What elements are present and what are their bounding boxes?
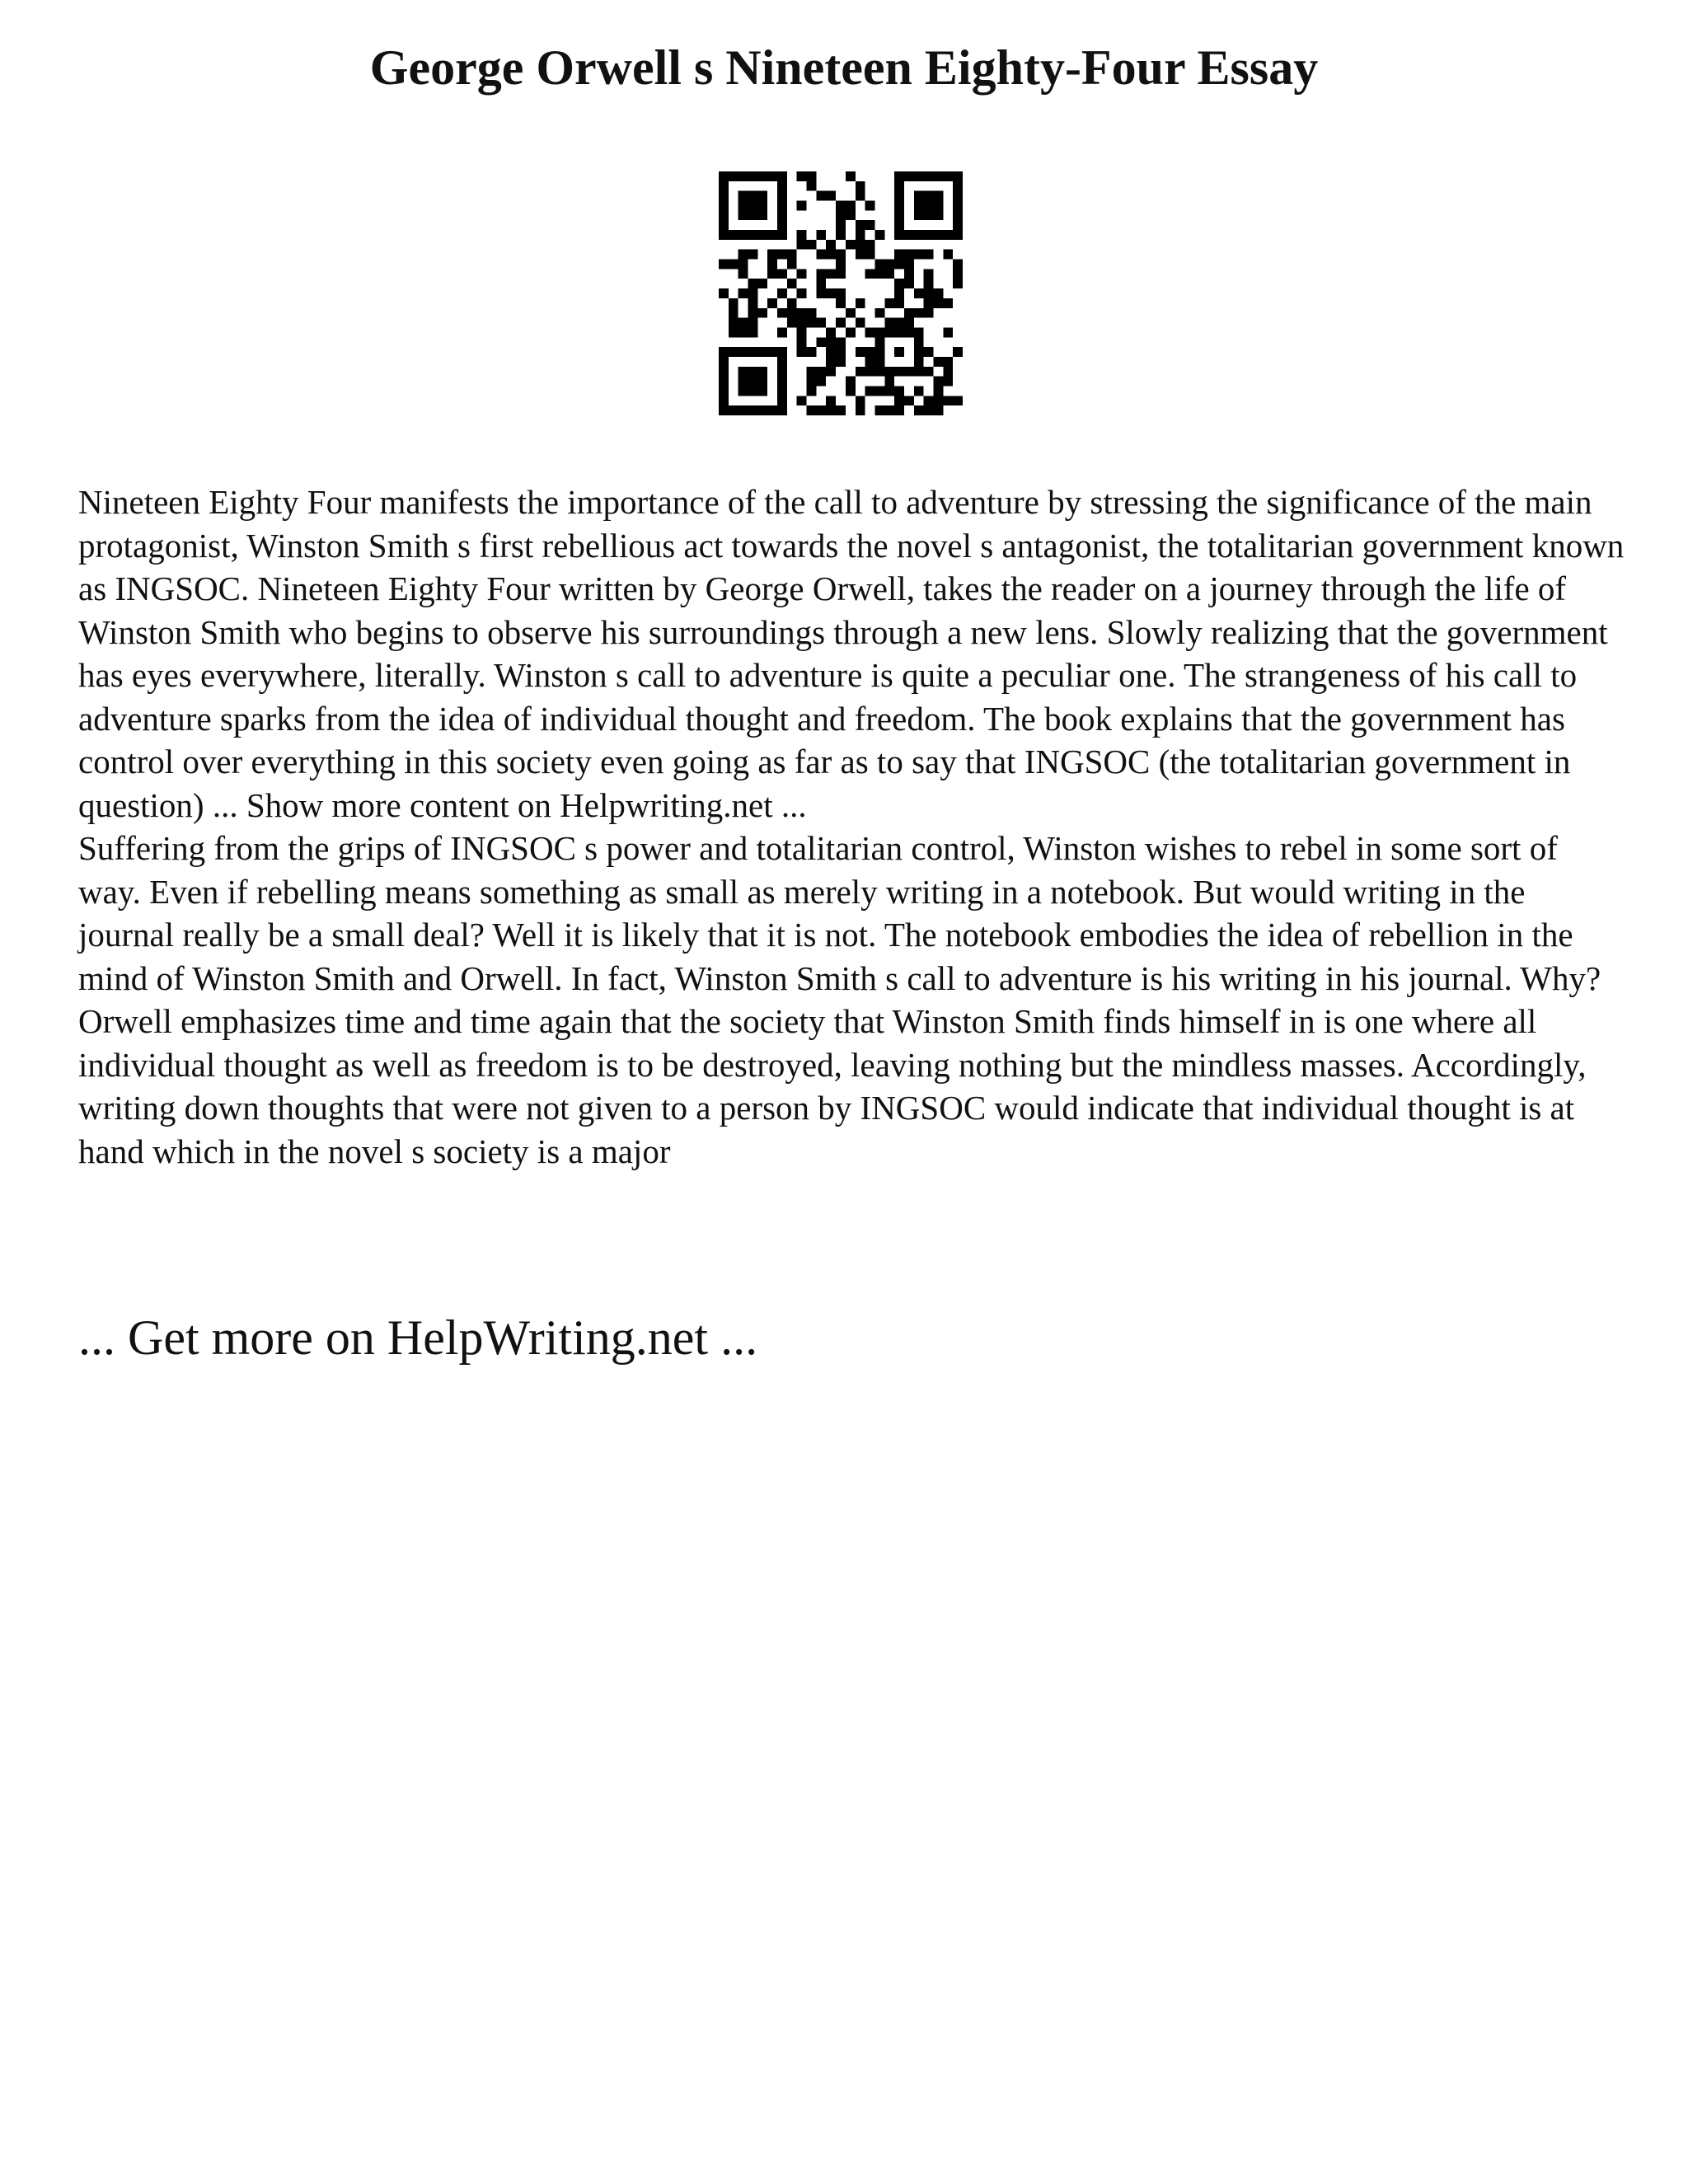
page-title: George Orwell s Nineteen Eighty-Four Essay <box>369 40 1319 95</box>
essay-paragraph-1: Nineteen Eighty Four manifests the importance of the call to adventure by stressing the significance of the main protagonist, Winston Smith s first rebellious act towards the novel s antagonist, the totalitarian government known as INGSOC. Nineteen Eighty Four written by George Orwell, takes the reader on a journey through the life of Winston Smith who begins to observe his surroundings through a new lens. Slowly realizing that the government has eyes everywhere, literally. Winston s call to adventure is quite a peculiar one. The strangeness of his call to adventure sparks from the idea of individual thought and freedom. The book explains that the government has control over everything in this society even going as far as to say that INGSOC (the totalitarian government in question) ... Show more content on Helpwriting.net ... <box>78 483 1625 824</box>
essay-body <box>78 480 1628 1173</box>
get-more-link[interactable]: ... Get more on HelpWriting.net ... <box>78 1310 758 1365</box>
essay-paragraph-2: Suffering from the grips of INGSOC s power and totalitarian control, Winston wishes to rebel in some sort of way. Even if rebelling means something as small as merely writing in a notebook. But would writing in the journal really be a small deal? Well it is likely that it is not. The notebook embodies the idea of rebellion in the mind of Winston Smith and Orwell. In fact, Winston Smith s call to adventure is his writing in his journal. Why? Orwell emphasizes time and time again that the society that Winston Smith finds himself in is one where all individual thought as well as freedom is to be destroyed, leaving nothing but the mindless masses. Accordingly, writing down thoughts that were not given to a person by INGSOC would indicate that individual thought is at hand which in the novel s society is a major <box>78 829 1601 1170</box>
qr-code-icon <box>719 171 963 415</box>
